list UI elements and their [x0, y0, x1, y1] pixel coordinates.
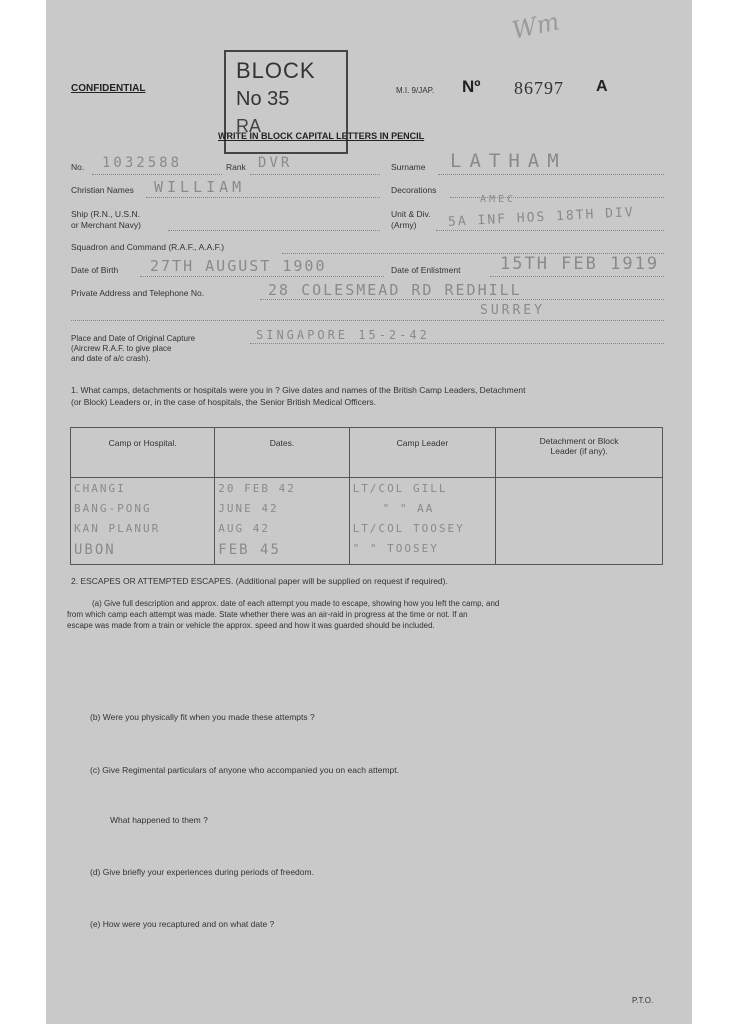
question-b: (b) Were you physically fit when you made these attempts ?	[90, 712, 315, 722]
enlistment-label: Date of Enlistment	[391, 265, 461, 275]
pto-label: P.T.O.	[632, 996, 654, 1005]
dob-label: Date of Birth	[71, 265, 119, 275]
capture-value: SINGAPORE 15-2-42	[256, 328, 430, 342]
question-c-followup: What happened to them ?	[110, 815, 208, 825]
squadron-label: Squadron and Command (R.A.F., A.A.F.)	[71, 242, 225, 252]
section2-a-line1: (a) Give full description and approx. date of each attempt you made to escape, showing how you left the camp, and	[92, 599, 500, 608]
enlistment-value: 15TH FEB 1919	[500, 254, 660, 274]
camp-entry: CHANGI	[74, 482, 126, 495]
date-entry: JUNE 42	[218, 502, 279, 515]
ship-label-1: Ship (R.N., U.S.N.	[71, 209, 140, 219]
header-detachment-line1: Detachment or Block	[539, 436, 619, 446]
christian-names-value: WILLIAM	[154, 178, 246, 196]
question-e: (e) How were you recaptured and on what date ?	[90, 919, 275, 929]
form-number: 86797	[514, 78, 564, 98]
header-dates: Dates.	[215, 428, 349, 478]
service-number-value: 1032588	[102, 155, 183, 171]
address-label: Private Address and Telephone No.	[71, 288, 205, 298]
date-entry: FEB 45	[218, 542, 281, 558]
mi-reference: M.I. 9/JAP.	[396, 86, 435, 95]
dates-cell	[215, 478, 349, 565]
leader-entry: " " AA	[382, 502, 435, 515]
capture-label-2: (Aircrew R.A.F. to give place	[71, 344, 172, 353]
confidential-label: CONFIDENTIAL	[71, 83, 146, 94]
question-d: (d) Give briefly your experiences during periods of freedom.	[90, 867, 314, 877]
number-symbol: Nº	[462, 77, 481, 96]
date-entry: AUG 42	[218, 522, 271, 535]
header-detachment	[496, 428, 663, 478]
section2-a-line3: escape was made from a train or vehicle the approx. speed and how it was guarded should be included.	[67, 621, 435, 630]
section1-text-2: (or Block) Leaders or, in the case of hospitals, the Senior British Medical Officers.	[71, 397, 377, 407]
camp-entry: BANG-PONG	[74, 502, 152, 515]
dob-value: 27TH AUGUST 1900	[150, 257, 327, 275]
unit-value-top: AMEC	[480, 194, 517, 205]
stamp-line-1: BLOCK	[236, 58, 316, 83]
detachment-cell	[496, 478, 663, 565]
header-camp: Camp or Hospital.	[71, 428, 215, 478]
rank-value: DVR	[258, 155, 293, 171]
leaders-cell	[349, 478, 496, 565]
unit-label-2: (Army)	[391, 220, 417, 230]
header-detachment-line2: Leader (if any).	[550, 446, 608, 456]
surname-value: LATHAM	[450, 150, 567, 172]
rank-label: Rank	[226, 162, 246, 172]
no-label: No.	[71, 162, 85, 172]
camp-entry: KAN PLANUR	[74, 522, 161, 535]
unit-value: 5A INF HOS 18TH DIV	[447, 205, 635, 230]
camps-table	[70, 427, 663, 565]
question-c: (c) Give Regimental particulars of anyone who accompanied you on each attempt.	[90, 765, 399, 775]
camp-entry: UBON	[74, 542, 116, 558]
unit-label-1: Unit & Div.	[391, 209, 431, 219]
pencil-instruction: WRITE IN BLOCK CAPITAL LETTERS IN PENCIL	[218, 131, 425, 141]
section1-text-1: 1. What camps, detachments or hospitals were you in ? Give dates and names of the British Camp Leaders, Detachment	[71, 385, 526, 395]
stamp-line-2: No 35	[236, 88, 290, 110]
handwritten-initials: Wm	[509, 7, 562, 45]
address-value-1: 28 COLESMEAD RD REDHILL	[268, 281, 522, 299]
address-value-2: SURREY	[480, 303, 545, 318]
ship-label-2: or Merchant Navy)	[71, 220, 141, 230]
section2-title: 2. ESCAPES OR ATTEMPTED ESCAPES. (Additional paper will be supplied on request if required).	[71, 576, 448, 586]
form-suffix: A	[596, 78, 608, 95]
stamp-line-3: RA	[236, 116, 262, 136]
leader-entry: LT/COL GILL	[352, 482, 448, 495]
camps-cell	[71, 478, 215, 565]
capture-label-1: Place and Date of Original Capture	[71, 334, 196, 343]
header-leader: Camp Leader	[349, 428, 496, 478]
leader-entry: LT/COL TOOSEY	[352, 522, 465, 535]
christian-names-label: Christian Names	[71, 185, 134, 195]
leader-entry: " " TOOSEY	[352, 542, 439, 555]
decorations-label: Decorations	[391, 185, 437, 195]
capture-label-3: and date of a/c crash).	[71, 354, 151, 363]
section2-a-line2: from which camp each attempt was made. State whether there was an air-raid in progress at the time or not. If an	[67, 610, 468, 619]
date-entry: 20 FEB 42	[218, 482, 296, 495]
surname-label: Surname	[391, 162, 426, 172]
